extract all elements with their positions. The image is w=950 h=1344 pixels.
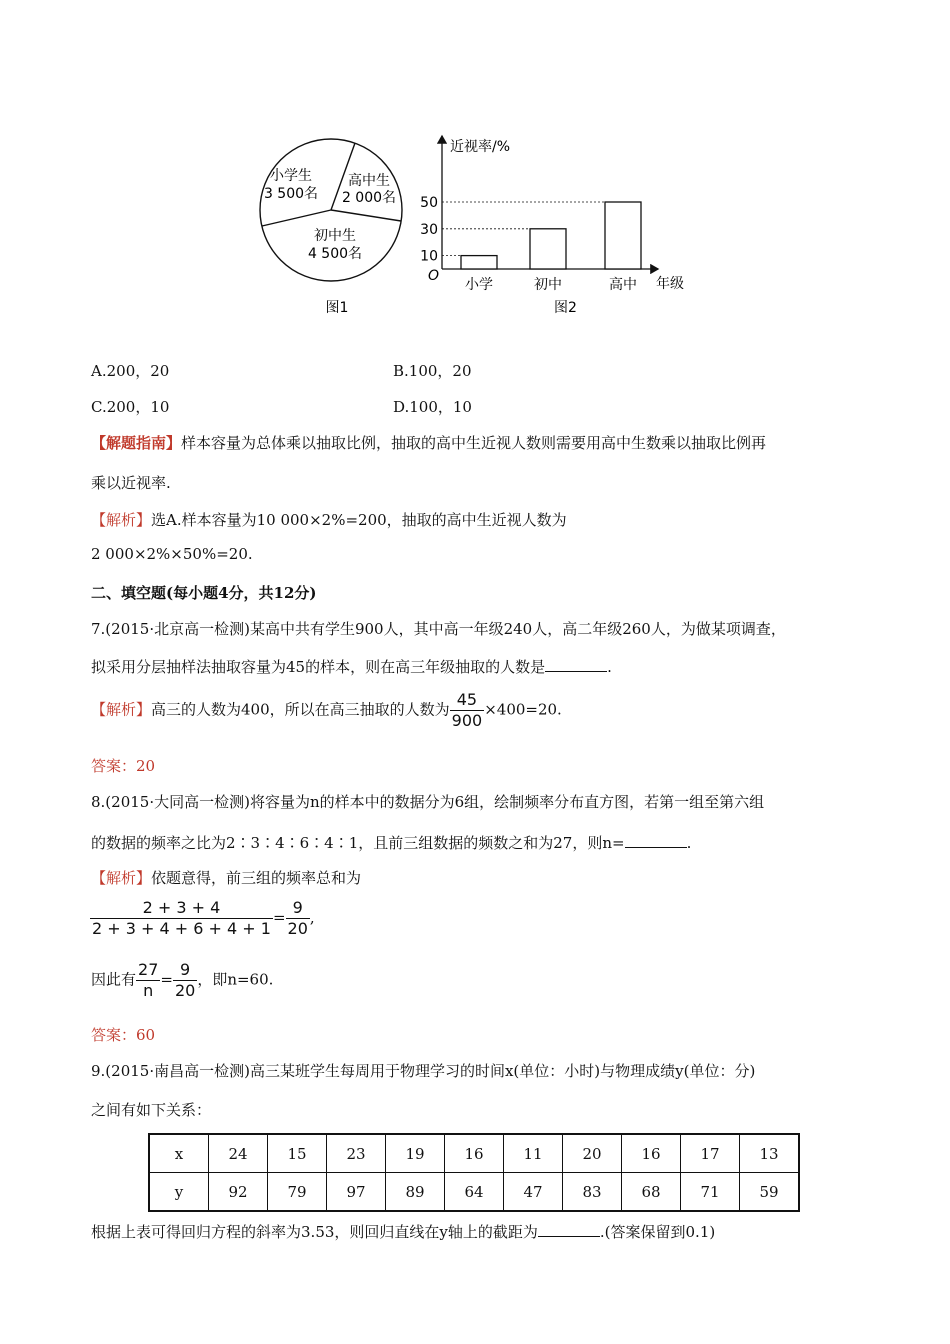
q7-line1: 7.(2015·北京高一检测)某高中共有学生900人，其中高一年级240人，高二年级260人，为做某项调查， [91, 620, 786, 638]
option-d: D.100，10 [393, 398, 472, 416]
table-row [149, 1134, 799, 1173]
bar-小学 [461, 256, 497, 269]
equals-sign: = [160, 970, 173, 989]
fraction [90, 898, 273, 939]
table-cell: 97 [327, 1173, 386, 1212]
analysis-tail: ×400=20. [484, 700, 562, 719]
q8-line2-text: 的数据的频率之比为2∶3∶4∶6∶4∶1，且前三组数据的频数之和为27，则n= [91, 834, 625, 852]
table-cell: 83 [563, 1173, 622, 1212]
q8-line2-end: . [686, 834, 692, 852]
q6-guide [91, 432, 766, 453]
table-cell: 47 [504, 1173, 563, 1212]
table-cell: 19 [386, 1134, 445, 1173]
analysis-text: 选A.样本容量为10 000×2%=200，抽取的高中生近视人数为 [151, 511, 567, 529]
data-table [148, 1133, 800, 1212]
y-tick-label: 10 [420, 248, 438, 265]
answer-blank [538, 1222, 600, 1237]
option-c: C.200，10 [91, 398, 170, 416]
answer-blank [545, 657, 607, 672]
fraction-numerator: 45 [456, 690, 478, 709]
table-cell: 20 [563, 1134, 622, 1173]
fraction [173, 960, 197, 1001]
fraction-denominator: n [136, 980, 160, 1001]
fraction-numerator: 2 + 3 + 4 [142, 898, 221, 917]
pie-chart-figure [255, 128, 415, 328]
fraction [450, 690, 485, 731]
answer-blank [625, 833, 687, 848]
pie-slice-divider [331, 210, 401, 221]
equals-sign: = [272, 908, 286, 927]
pie-caption: 图1 [325, 300, 349, 316]
pie-count-primary: 3 500名 [263, 186, 319, 202]
pie-count-middle: 4 500名 [307, 246, 363, 262]
table-cell: 11 [504, 1134, 563, 1173]
q6-analysis-cont: 2 000×2%×50%=20. [91, 545, 253, 563]
q6-analysis [91, 509, 567, 530]
q8-therefore-line [91, 960, 273, 1001]
table-cell: 13 [740, 1134, 800, 1173]
q8-answer: 答案：60 [91, 1026, 156, 1044]
q9-line3-text: 根据上表可得回归方程的斜率为3.53，则回归直线在y轴上的截距为 [91, 1223, 538, 1241]
q7-answer: 答案：20 [91, 757, 156, 775]
table-cell: 79 [268, 1173, 327, 1212]
q6-guide-cont: 乘以近视率. [91, 474, 171, 492]
fraction-numerator: 9 [180, 960, 191, 979]
bar-初中 [530, 229, 566, 269]
q8-fraction-line [90, 898, 315, 939]
pie-slice-divider [262, 210, 331, 226]
q7-line2-text: 拟采用分层抽样法抽取容量为45的样本，则在高三年级抽取的人数是 [91, 658, 546, 676]
fraction-numerator: 9 [292, 898, 303, 917]
x-tick-label: 高中 [609, 277, 637, 293]
q8-line1: 8.(2015·大同高一检测)将容量为n的样本中的数据分为6组，绘制频率分布直方图，若第一组至第六组 [91, 793, 765, 811]
fraction-denominator: 2 + 3 + 4 + 6 + 4 + 1 [92, 919, 271, 938]
pie-count-high: 2 000名 [341, 190, 397, 206]
table-cell: 16 [622, 1134, 681, 1173]
bar-chart-figure [420, 128, 710, 328]
analysis-tag: 【解析】 [91, 869, 152, 887]
guide-text: 样本容量为总体乘以抽取比例，抽取的高中生近视人数则需要用高中生数乘以抽取比例再 [181, 434, 767, 452]
analysis-text: 高三的人数为400，所以在高三抽取的人数为 [151, 700, 450, 719]
table-cell: 17 [681, 1134, 740, 1173]
table-cell: 89 [386, 1173, 445, 1212]
q9-line3 [91, 1221, 715, 1242]
y-tick-label: 50 [420, 195, 438, 211]
analysis-tag: 【解析】 [91, 511, 152, 529]
table-cell: 71 [681, 1173, 740, 1212]
fraction [136, 960, 160, 1001]
table-cell: 92 [209, 1173, 268, 1212]
fraction-denominator: 900 [451, 711, 483, 730]
q8-line2 [91, 832, 691, 853]
table-header-cell: y [149, 1173, 209, 1212]
pie-label-high: 高中生 [348, 173, 390, 189]
analysis-text: 依题意得，前三组的频率总和为 [151, 869, 362, 887]
fraction-denominator: 20 [287, 919, 308, 938]
x-tick-label: 初中 [534, 277, 562, 293]
fraction [286, 898, 310, 939]
bar-caption: 图2 [554, 300, 577, 316]
pie-label-middle: 初中生 [314, 228, 356, 244]
therefore-tail: ，即n=60. [197, 970, 274, 989]
y-tick-label: 30 [420, 221, 438, 238]
fraction-denominator: 20 [174, 981, 196, 1000]
table-header-cell: x [149, 1134, 209, 1173]
q8-analysis [91, 867, 361, 888]
table-row [149, 1173, 799, 1212]
section-heading: 二、填空题(每小题4分，共12分) [91, 584, 317, 602]
option-b: B.100，20 [393, 362, 472, 380]
table-cell: 16 [445, 1134, 504, 1173]
q7-line2-end: . [607, 658, 612, 676]
therefore-text: 因此有 [91, 970, 137, 989]
option-a: A.200，20 [91, 362, 170, 380]
q9-line1: 9.(2015·南昌高一检测)高三某班学生每周用于物理学习的时间x(单位：小时)与物理成绩y(单位：分) [91, 1062, 756, 1080]
fraction-numerator: 27 [138, 960, 159, 979]
guide-tag: 【解题指南】 [91, 434, 182, 452]
origin-label: O [428, 268, 440, 284]
q7-analysis [91, 690, 562, 731]
q9-line3-end: .(答案保留到0.1) [599, 1223, 716, 1241]
bar-高中 [605, 202, 641, 269]
table-cell: 15 [268, 1134, 327, 1173]
pie-label-primary: 小学生 [270, 168, 312, 184]
analysis-tag: 【解析】 [91, 700, 152, 719]
x-axis-label: 年级 [656, 276, 684, 292]
q9-line2: 之间有如下关系： [91, 1101, 212, 1119]
table-cell: 68 [622, 1173, 681, 1212]
table-cell: 24 [209, 1134, 268, 1173]
x-tick-label: 小学 [465, 277, 493, 293]
table-cell: 23 [327, 1134, 386, 1173]
q7-line2 [91, 656, 612, 677]
table-cell: 59 [740, 1173, 800, 1212]
comma: , [309, 908, 315, 927]
table-cell: 64 [445, 1173, 504, 1212]
y-axis-label: 近视率/% [450, 139, 511, 155]
